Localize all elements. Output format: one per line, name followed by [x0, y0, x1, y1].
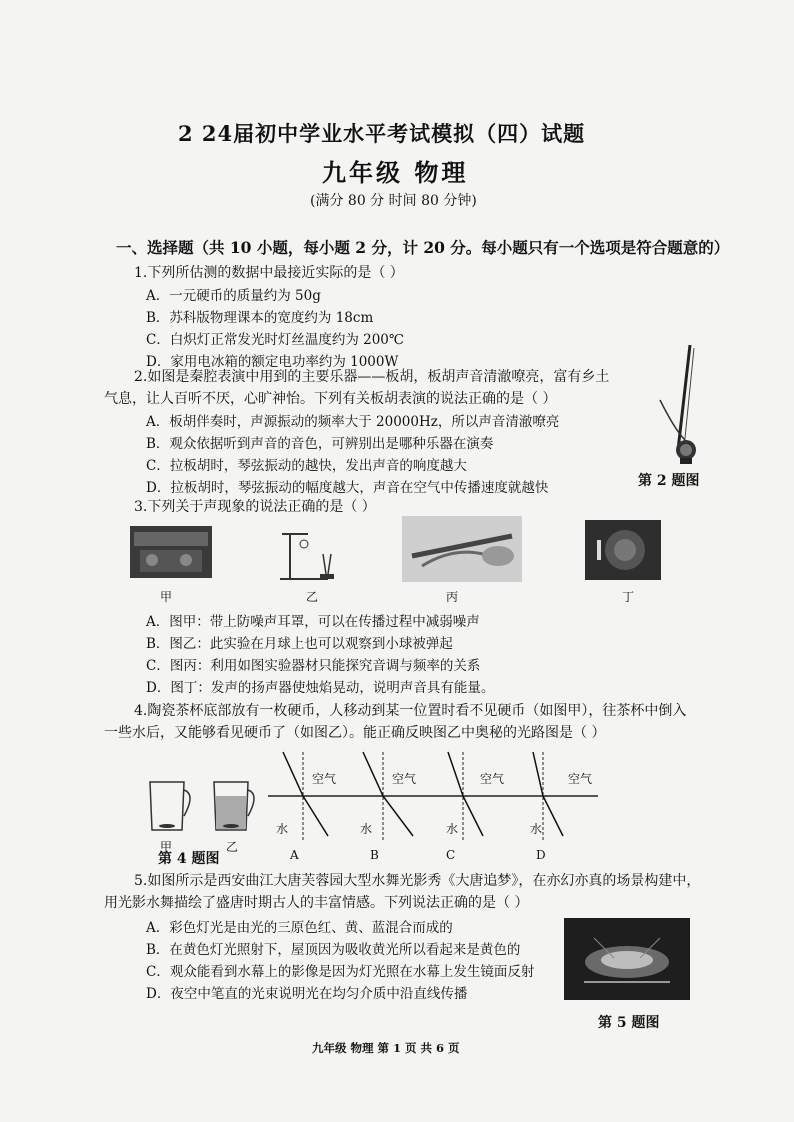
question-2-stem-line1: 2.如图是秦腔表演中用到的主要乐器——板胡，板胡声音清澈嘹亮，富有乡土 [134, 369, 610, 385]
question-2-option-a: A．板胡伴奏时，声源振动的频率大于 20000Hz，所以声音清澈嘹亮 [146, 414, 560, 430]
question-4-stem-line2: 一些水后，又能够看见硬币了（如图乙）。能正确反映图乙中奥秘的光路图是（ ） [104, 725, 606, 741]
cup-label-yi: 乙 [226, 840, 239, 854]
choice-label-a: A [290, 848, 299, 862]
page-footer: 九年级 物理 第 1 页 共 6 页 [312, 1041, 460, 1055]
air-label-c: 空气 [480, 772, 505, 786]
figure-bing-ruler-photo [402, 516, 522, 582]
question-5-figure-caption: 第 5 题图 [598, 1015, 660, 1031]
cups-figure [140, 760, 260, 840]
air-label-b: 空气 [392, 772, 417, 786]
question-2-option-d: D．拉板胡时，琴弦振动的幅度越大，声音在空气中传播速度就越快 [146, 480, 549, 496]
air-label-a: 空气 [312, 772, 337, 786]
question-3-option-d: D．图丁：发声的扬声器使烛焰晃动，说明声音具有能量。 [146, 680, 495, 696]
light-path-diagrams [268, 748, 598, 844]
question-1-option-d: D．家用电冰箱的额定电功率约为 1000W [146, 354, 399, 370]
exam-title: 2 24届初中学业水平考试模拟（四）试题 [178, 121, 586, 146]
question-4-figure-caption: 第 4 题图 [158, 851, 220, 867]
water-light-show-photo [564, 918, 690, 1000]
question-3-option-c: C．图丙：利用如图实验器材只能探究音调与频率的关系 [146, 658, 481, 674]
question-5-stem-line1: 5.如图所示是西安曲江大唐芙蓉园大型水舞光影秀《大唐追梦》，在亦幻亦真的场景构建中， [134, 873, 701, 889]
question-5-option-d: D．夜空中笔直的光束说明光在均匀介质中沿直线传播 [146, 986, 468, 1002]
question-3-option-a: A．图甲：带上防噪声耳罩，可以在传播过程中减弱噪声 [146, 614, 480, 630]
water-label-a: 水 [276, 822, 289, 836]
question-5-option-a: A．彩色灯光是由光的三原色红、黄、蓝混合而成的 [146, 920, 453, 936]
question-2-option-c: C．拉板胡时，琴弦振动的越快，发出声音的响度越大 [146, 458, 467, 474]
question-3-stem: 3.下列关于声现象的说法正确的是（ ） [134, 499, 376, 515]
choice-label-b: B [370, 848, 379, 862]
question-5-stem-line2: 用光影水舞描绘了盛唐时期古人的丰富情感。下列说法正确的是（ ） [104, 895, 529, 911]
choice-label-d: D [536, 848, 546, 862]
question-5-option-c: C．观众能看到水幕上的影像是因为灯光照在水幕上发生镜面反射 [146, 964, 535, 980]
question-5-option-b: B．在黄色灯光照射下，屋顶因为吸收黄光所以看起来是黄色的 [146, 942, 521, 958]
figure-label-jia: 甲 [160, 590, 173, 604]
section-heading: 一、选择题（共 10 小题，每小题 2 分，计 20 分。每小题只有一个选项是符合题意的） [116, 238, 730, 257]
exam-subtitle: 九年级 物理 [322, 158, 469, 187]
question-4-stem-line1: 4.陶瓷茶杯底部放有一枚硬币，人移动到某一位置时看不见硬币（如图甲），往茶杯中倒入 [134, 703, 687, 719]
question-1-option-b: B．苏科版物理课本的宽度约为 18cm [146, 310, 374, 326]
water-label-c: 水 [446, 822, 459, 836]
question-1-stem: 1.下列所估测的数据中最接近实际的是（ ） [134, 265, 404, 281]
figure-yi-tuning-fork [268, 524, 358, 586]
air-label-d: 空气 [568, 772, 593, 786]
question-1-option-a: A．一元硬币的质量约为 50g [146, 288, 321, 304]
water-label-b: 水 [360, 822, 373, 836]
question-2-option-b: B．观众依据听到声音的音色，可辨别出是哪种乐器在演奏 [146, 436, 494, 452]
question-2-stem-line2: 气息，让人百听不厌，心旷神怡。下列有关板胡表演的说法正确的是（ ） [104, 391, 557, 407]
figure-label-yi: 乙 [306, 590, 319, 604]
water-label-d: 水 [530, 822, 543, 836]
figure-jia-earmuff-photo [130, 526, 212, 578]
question-1-option-c: C．白炽灯正常发光时灯丝温度约为 200℃ [146, 332, 404, 348]
question-3-option-b: B．图乙：此实验在月球上也可以观察到小球被弹起 [146, 636, 453, 652]
choice-label-c: C [446, 848, 456, 862]
figure-ding-speaker-photo [585, 520, 661, 580]
cup-label-jia: 甲 [160, 840, 173, 854]
exam-meta: (满分 80 分 时间 80 分钟) [310, 193, 477, 209]
figure-label-ding: 丁 [622, 590, 635, 604]
figure-label-bing: 丙 [446, 590, 459, 604]
banhu-figure [650, 340, 710, 470]
question-2-figure-caption: 第 2 题图 [638, 473, 700, 489]
